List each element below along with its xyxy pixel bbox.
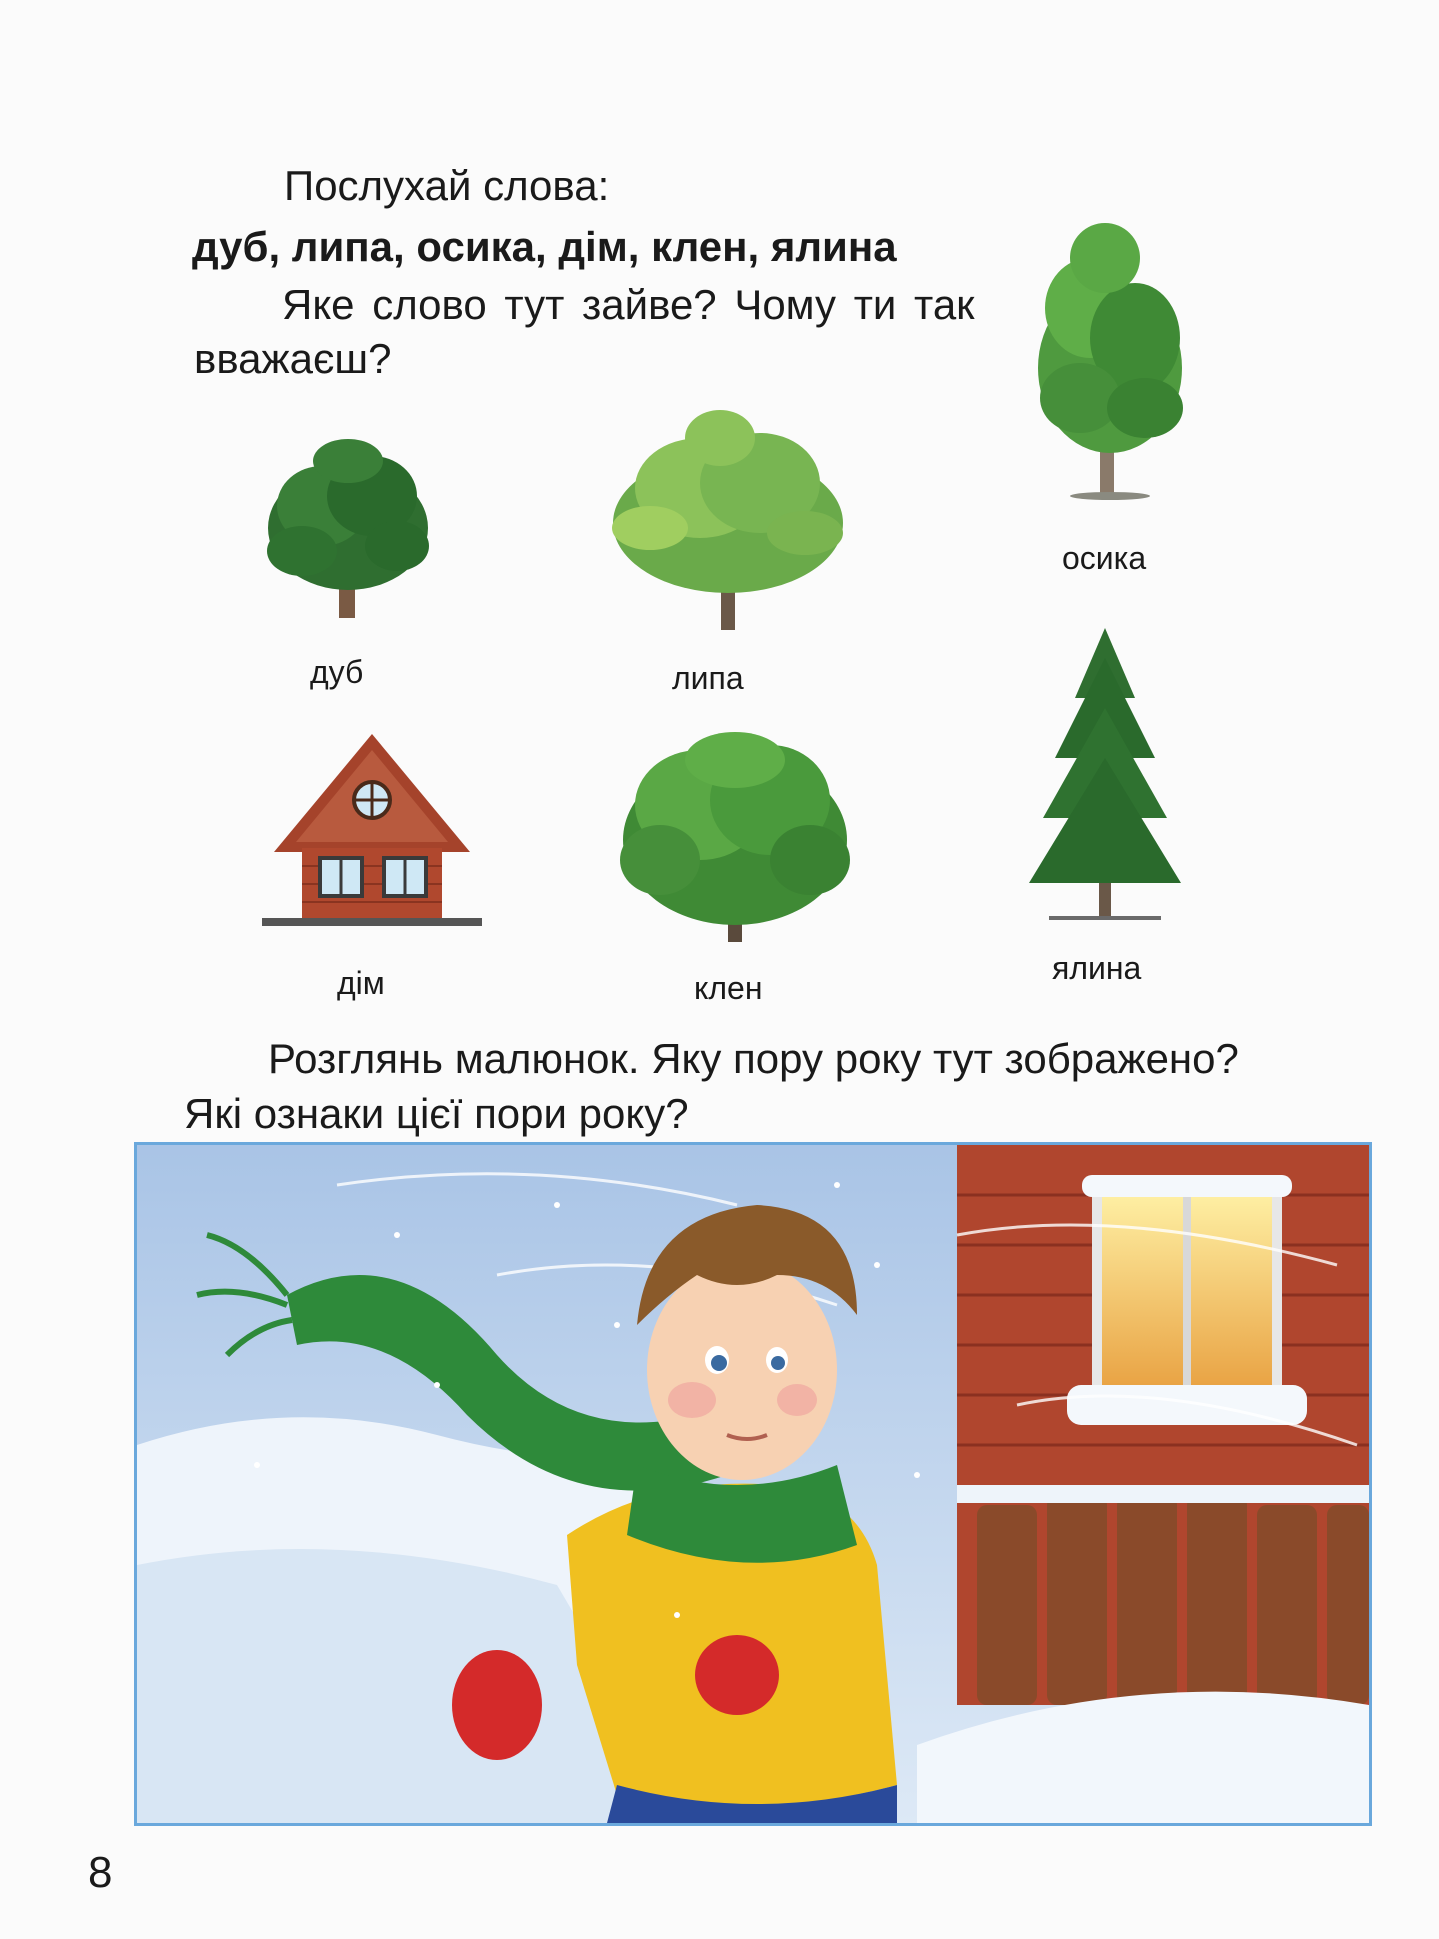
spruce-label: ялина xyxy=(1052,950,1142,986)
house-label: дім xyxy=(337,965,385,1001)
winter-scene-drawing xyxy=(137,1145,1369,1823)
maple-tree-picture xyxy=(620,730,850,945)
winter-scene-illustration xyxy=(134,1142,1372,1826)
task1-question-line2: вважаєш? xyxy=(194,335,392,382)
page-number: 8 xyxy=(88,1848,113,1897)
aspen-tree-picture xyxy=(1020,218,1200,503)
linden-label: липа xyxy=(672,660,744,696)
task1-word-list: дуб, липа, осика, дім, клен, ялина xyxy=(192,223,897,270)
oak-label: дуб xyxy=(310,654,364,690)
oak-tree-picture xyxy=(262,436,434,621)
aspen-label: осика xyxy=(1062,540,1147,576)
task2-question-line1: Розглянь малюнок. Яку пору року тут зображено? xyxy=(268,1035,1239,1082)
spruce-tree-picture xyxy=(1025,628,1185,923)
linden-tree-picture xyxy=(610,408,850,633)
task1-question-line1: Яке слово тут зайве? Чому ти так xyxy=(282,281,975,328)
task1-intro: Послухай слова: xyxy=(284,162,610,209)
house-picture xyxy=(262,730,482,930)
task2-question-line2: Які ознаки цієї пори року? xyxy=(184,1090,689,1137)
maple-label: клен xyxy=(694,970,763,1006)
